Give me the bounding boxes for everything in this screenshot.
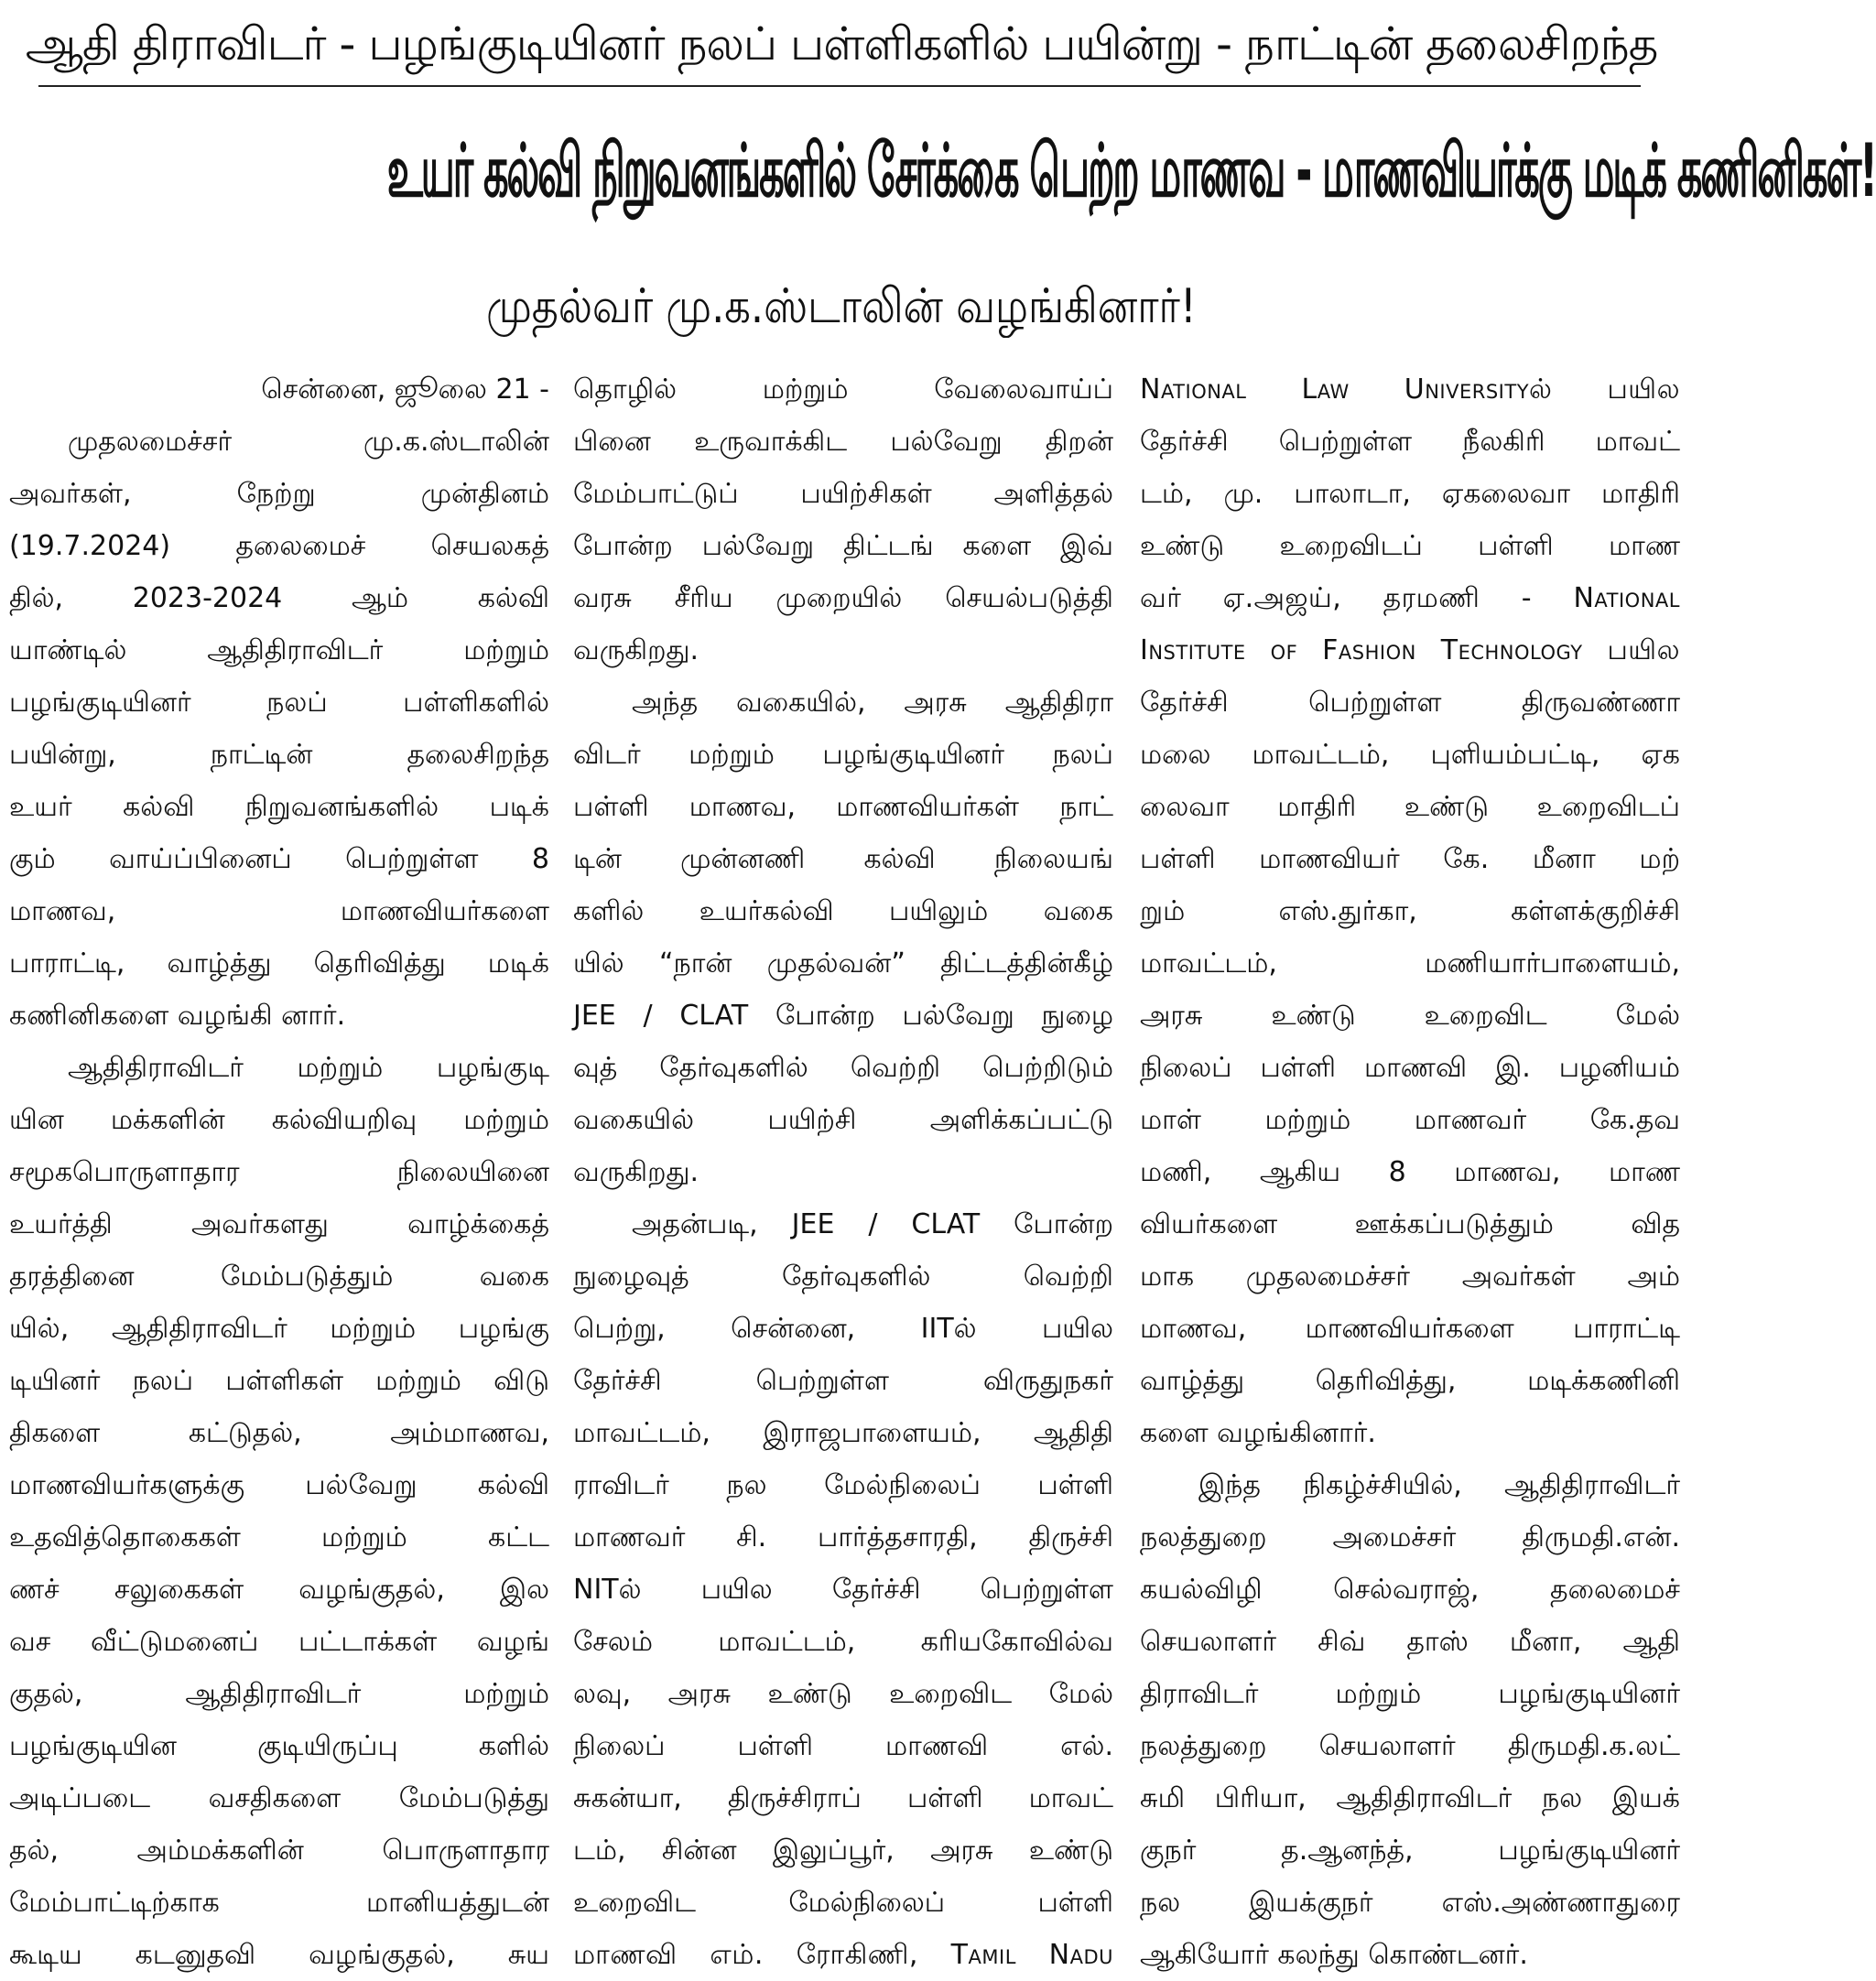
- body-line: தரத்தினை மேம்படுத்தும் வகை: [9, 1261, 549, 1293]
- body-line: களில் உயர்கல்வி பயிலும் வகை: [573, 895, 1113, 927]
- body-line: மாணவ, மாணவியர்களை பாராட்டி: [1140, 1313, 1680, 1345]
- body-line: மணி, ஆகிய 8 மாணவ, மாண: [1140, 1156, 1680, 1188]
- body-line: போன்ற பல்வேறு திட்டங் களை இவ்: [573, 530, 1113, 562]
- main-headline: உயர் கல்வி நிறுவனங்களில் சேர்க்கை பெற்ற மாணவ - மாணவியர்க்கு மடிக் கணினிகள்!: [386, 128, 1876, 213]
- body-line: உண்டு உறைவிடப் பள்ளி மாண: [1140, 530, 1680, 562]
- body-line: ஆகியோர் கலந்து கொண்டனர்.: [1140, 1939, 1528, 1971]
- body-line: டியினர் நலப் பள்ளிகள் மற்றும் விடு: [9, 1365, 549, 1397]
- body-line: கும் வாய்ப்பினைப் பெற்றுள்ள 8: [9, 843, 549, 875]
- body-line: ராவிடர் நல மேல்நிலைப் பள்ளி: [573, 1469, 1113, 1501]
- body-line: பாராட்டி, வாழ்த்து தெரிவித்து மடிக்: [9, 947, 549, 980]
- body-line: சுமி பிரியா, ஆதிதிராவிடர் நல இயக்: [1140, 1782, 1680, 1814]
- article-column-3: [1140, 363, 1680, 1981]
- article-column-2: [573, 363, 1113, 1981]
- body-line: திராவிடர் மற்றும் பழங்குடியினர்: [1140, 1678, 1680, 1710]
- body-line: மாணவ, மாணவியர்களை: [9, 895, 549, 927]
- body-line: மலை மாவட்டம், புளியம்பட்டி, ஏக: [1140, 739, 1680, 771]
- body-line: வுத் தேர்வுகளில் வெற்றி பெற்றிடும்: [573, 1052, 1113, 1084]
- body-line: நலத்துறை செயலாளர் திருமதி.க.லட்: [1140, 1730, 1680, 1762]
- body-line: NITல் பயில தேர்ச்சி பெற்றுள்ள: [573, 1574, 1113, 1606]
- body-line: மாக முதலமைச்சர் அவர்கள் அம்: [1140, 1261, 1680, 1293]
- body-line: யில் “நான் முதல்வன்” திட்டத்தின்கீழ்: [573, 947, 1113, 980]
- body-line: முதலமைச்சர் மு.க.ஸ்டாலின்: [68, 426, 549, 458]
- body-line: உறைவிட மேல்நிலைப் பள்ளி: [573, 1887, 1113, 1919]
- body-line: குதல், ஆதிதிராவிடர் மற்றும்: [9, 1678, 549, 1710]
- body-line: ஆதிதிராவிடர் மற்றும் பழங்குடி: [68, 1052, 549, 1084]
- body-line: யாண்டில் ஆதிதிராவிடர் மற்றும்: [9, 634, 549, 666]
- body-line: உயர்த்தி அவர்களது வாழ்க்கைத்: [9, 1208, 549, 1240]
- body-line: JEE / CLAT போன்ற பல்வேறு நுழை: [573, 1000, 1113, 1032]
- body-line: மாவட்டம், மணியார்பாளையம்,: [1140, 947, 1680, 980]
- body-line: குநர் த.ஆனந்த், பழங்குடியினர்: [1140, 1835, 1680, 1867]
- body-line: நுழைவுத் தேர்வுகளில் வெற்றி: [573, 1261, 1113, 1293]
- body-line: அரசு உண்டு உறைவிட மேல்: [1140, 1000, 1680, 1032]
- body-line: பழங்குடியினர் நலப் பள்ளிகளில்: [9, 687, 549, 719]
- article-column-1: [9, 363, 549, 1981]
- body-line: பள்ளி மாணவ, மாணவியர்கள் நாட்: [573, 791, 1113, 823]
- body-line: கயல்விழி செல்வராஜ், தலைமைச்: [1140, 1574, 1680, 1606]
- body-line: அந்த வகையில், அரசு ஆதிதிரா: [632, 687, 1113, 719]
- body-line: உதவித்தொகைகள் மற்றும் கட்ட: [9, 1521, 549, 1553]
- body-line: மாணவி எம். ரோகிணி, Tamil Nadu: [573, 1939, 1113, 1971]
- body-line: அவர்கள், நேற்று முன்தினம்: [9, 478, 549, 510]
- body-line: தேர்ச்சி பெற்றுள்ள நீலகிரி மாவட்: [1140, 426, 1680, 458]
- kicker-line: ஆதி திராவிடர் - பழங்குடியினர் நலப் பள்ளிகளில் பயின்று - நாட்டின் தலைசிறந்த: [25, 17, 1658, 70]
- body-line: லவு, அரசு உண்டு உறைவிட மேல்: [573, 1678, 1113, 1710]
- body-line: டம், சின்ன இலுப்பூர், அரசு உண்டு: [573, 1835, 1113, 1867]
- body-line: மாணவியர்களுக்கு பல்வேறு கல்வி: [9, 1469, 549, 1501]
- body-line: பெற்று, சென்னை, IITல் பயில: [573, 1313, 1113, 1345]
- body-line: வாழ்த்து தெரிவித்து, மடிக்கணினி: [1140, 1365, 1680, 1397]
- body-line: அதன்படி, JEE / CLAT போன்ற: [632, 1208, 1113, 1240]
- body-line: பயின்று, நாட்டின் தலைசிறந்த: [9, 739, 549, 771]
- body-line: டம், மு. பாலாடா, ஏகலைவா மாதிரி: [1140, 478, 1680, 510]
- body-line: நிலைப் பள்ளி மாணவி இ. பழனியம்: [1140, 1052, 1680, 1084]
- body-line: உயர் கல்வி நிறுவனங்களில் படிக்: [9, 791, 549, 823]
- body-line: யில், ஆதிதிராவிடர் மற்றும் பழங்கு: [9, 1313, 549, 1345]
- body-line: தொழில் மற்றும் வேலைவாய்ப்: [573, 373, 1113, 406]
- body-line: நலத்துறை அமைச்சர் திருமதி.என்.: [1140, 1521, 1680, 1553]
- body-line: வகையில் பயிற்சி அளிக்கப்பட்டு: [573, 1104, 1113, 1136]
- body-line: இந்த நிகழ்ச்சியில், ஆதிதிராவிடர்: [1198, 1469, 1680, 1501]
- body-line: களை வழங்கினார்.: [1140, 1417, 1376, 1449]
- body-line: Institute of Fashion Technology பயில: [1140, 634, 1680, 666]
- body-line: வச வீட்டுமனைப் பட்டாக்கள் வழங்: [9, 1626, 549, 1658]
- body-line: வரசு சீரிய முறையில் செயல்படுத்தி: [573, 582, 1113, 614]
- body-line: நிலைப் பள்ளி மாணவி எல்.: [573, 1730, 1113, 1762]
- body-line: விடர் மற்றும் பழங்குடியினர் நலப்: [573, 739, 1113, 771]
- body-line: கூடிய கடனுதவி வழங்குதல், சுய: [9, 1939, 549, 1971]
- body-line: பள்ளி மாணவியர் கே. மீனா மற்: [1140, 843, 1680, 875]
- body-line: நல இயக்குநர் எஸ்.அண்ணாதுரை: [1140, 1887, 1680, 1919]
- body-line: றும் எஸ்.துர்கா, கள்ளக்குறிச்சி: [1140, 895, 1680, 927]
- body-line: பினை உருவாக்கிட பல்வேறு திறன்: [573, 426, 1113, 458]
- body-line: (19.7.2024) தலைமைச் செயலகத்: [9, 530, 549, 562]
- body-line: மாவட்டம், இராஜபாளையம், ஆதிதி: [573, 1417, 1113, 1449]
- body-line: கணினிகளை வழங்கி னார்.: [9, 1000, 346, 1032]
- body-line: தேர்ச்சி பெற்றுள்ள விருதுநகர்: [573, 1365, 1113, 1397]
- body-line: வியர்களை ஊக்கப்படுத்தும் வித: [1140, 1208, 1680, 1240]
- body-line: லைவா மாதிரி உண்டு உறைவிடப்: [1140, 791, 1680, 823]
- body-line: மேம்பாட்டுப் பயிற்சிகள் அளித்தல்: [573, 478, 1113, 510]
- body-line: சேலம் மாவட்டம், கரியகோவில்வ: [573, 1626, 1113, 1658]
- body-line: மாணவர் சி. பார்த்தசாரதி, திருச்சி: [573, 1521, 1113, 1553]
- body-line: வருகிறது.: [573, 634, 699, 666]
- subheadline: முதல்வர் மு.க.ஸ்டாலின் வழங்கினார்!: [486, 279, 1197, 334]
- body-line: செயலாளர் சிவ் தாஸ் மீனா, ஆதி: [1140, 1626, 1680, 1658]
- body-line: மாள் மற்றும் மாணவர் கே.தவ: [1140, 1104, 1680, 1136]
- body-line: வர் ஏ.அஜய், தரமணி - National: [1140, 582, 1680, 614]
- body-line: தில், 2023-2024 ஆம் கல்வி: [9, 582, 549, 614]
- body-line: சமூகபொருளாதார நிலையினை: [9, 1156, 549, 1188]
- body-line: தல், அம்மக்களின் பொருளாதார: [9, 1835, 549, 1867]
- body-line: தேர்ச்சி பெற்றுள்ள திருவண்ணா: [1140, 687, 1680, 719]
- body-line: அடிப்படை வசதிகளை மேம்படுத்து: [9, 1782, 549, 1814]
- body-line: மேம்பாட்டிற்காக மானியத்துடன்: [9, 1887, 549, 1919]
- body-line: பழங்குடியின குடியிருப்பு களில்: [9, 1730, 549, 1762]
- body-line: National Law Universityல் பயில: [1140, 373, 1680, 406]
- body-line: வருகிறது.: [573, 1156, 699, 1188]
- body-line: திகளை கட்டுதல், அம்மாணவ,: [9, 1417, 549, 1449]
- dateline: சென்னை, ஜூலை 21 -: [261, 373, 549, 406]
- kicker-divider: [38, 85, 1641, 87]
- body-line: டின் முன்னணி கல்வி நிலையங்: [573, 843, 1113, 875]
- body-line: யின மக்களின் கல்வியறிவு மற்றும்: [9, 1104, 549, 1136]
- body-line: ணச் சலுகைகள் வழங்குதல், இல: [9, 1574, 549, 1606]
- body-line: சுகன்யா, திருச்சிராப் பள்ளி மாவட்: [573, 1782, 1113, 1814]
